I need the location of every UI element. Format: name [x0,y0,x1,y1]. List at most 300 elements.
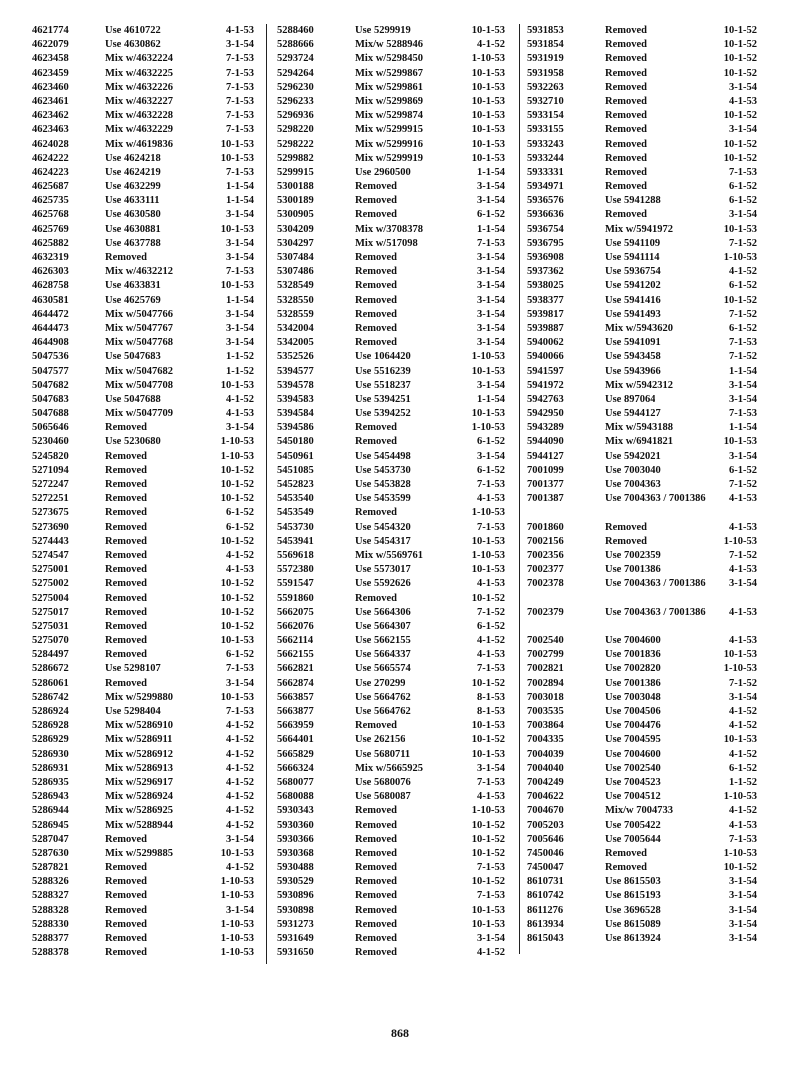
part-number: 5288666 [277,39,314,51]
disposition: Use 5298404 [105,706,161,717]
part-number: 5933331 [527,166,564,178]
effective-date: 10-1-53 [723,649,757,661]
part-number: 5272247 [32,479,69,490]
effective-date: 10-1-53 [471,110,505,122]
disposition: Use 4630862 [105,39,161,51]
effective-date: 7-1-53 [729,833,757,845]
table-row [527,478,757,492]
part-number: 5286930 [32,748,69,760]
disposition: Removed [105,535,147,547]
table-row [277,450,505,464]
effective-date: 4-1-52 [226,393,254,405]
effective-date: 1-10-53 [723,791,757,803]
part-number: 5296233 [277,95,314,107]
table-row [277,819,505,833]
disposition: Use 4624218 [105,152,161,164]
disposition: Use 8613924 [605,933,661,944]
effective-date: 3-1-54 [226,677,254,689]
part-number: 5680077 [277,776,314,788]
part-number: 5300189 [277,195,314,207]
table-row [277,67,505,81]
disposition: Removed [605,152,647,164]
part-number: 5943289 [527,422,564,434]
part-number: 5936908 [527,252,564,263]
effective-date: 10-1-53 [220,379,254,391]
table-row [277,634,505,648]
disposition: Use 5592626 [355,578,411,590]
table-row [277,577,505,591]
part-number: 5286943 [32,791,69,803]
disposition: Use 5664307 [355,620,411,632]
table-row [277,648,505,662]
part-number: 4623459 [32,67,69,79]
part-number: 5663857 [277,691,314,703]
table-row [527,265,757,279]
table-row [32,322,254,336]
part-number: 5394577 [277,365,314,377]
disposition: Removed [355,322,397,334]
table-row [527,251,757,265]
disposition: Use 8615089 [605,918,661,930]
effective-date: 4-1-52 [226,819,254,831]
effective-date: 4-1-52 [226,762,254,774]
table-row [32,819,254,833]
disposition: Removed [355,294,397,306]
disposition: Use 5664762 [355,706,411,717]
part-number: 5939887 [527,322,564,334]
part-number: 4644908 [32,337,69,349]
disposition: Removed [105,493,147,505]
part-number: 5328559 [277,308,314,320]
disposition: Mix/w 7004733 [605,805,673,817]
part-number: 5680088 [277,791,314,803]
table-row [277,52,505,66]
disposition: Removed [105,649,147,661]
table-row [32,109,254,123]
table-row [527,932,757,946]
part-number: 5300905 [277,209,314,221]
part-number: 7004040 [527,762,564,774]
table-row [277,180,505,194]
disposition: Removed [105,464,147,476]
table-row [32,152,254,166]
disposition: Use 4610722 [105,25,161,36]
table-row [527,606,757,620]
disposition: Use 5453730 [355,464,411,476]
effective-date: 10-1-53 [723,223,757,235]
table-row [277,918,505,932]
part-number: 7002379 [527,606,564,618]
effective-date: 1-10-53 [220,436,254,448]
table-row [527,634,757,648]
part-number: 5662075 [277,606,314,618]
effective-date: 4-1-52 [226,720,254,732]
table-row [32,620,254,634]
disposition: Mix w/5299885 [105,847,173,859]
effective-date: 10-1-53 [220,152,254,164]
part-number: 5662155 [277,649,314,661]
table-row [277,322,505,336]
table-row [32,435,254,449]
table-row [32,294,254,308]
effective-date: 10-1-53 [471,81,505,93]
part-number: 5286945 [32,819,69,831]
effective-date: 10-1-52 [220,592,254,604]
part-number: 5453549 [277,507,314,519]
table-row [32,677,254,691]
disposition: Use 7001386 [605,677,661,689]
part-number: 7003864 [527,720,564,732]
disposition: Use 5230680 [105,436,161,448]
effective-date: 10-1-53 [220,635,254,647]
disposition: Mix w/5047768 [105,337,173,349]
effective-date: 7-1-52 [729,549,757,561]
disposition: Removed [605,39,647,51]
effective-date: 3-1-54 [729,209,757,221]
effective-date: 7-1-53 [226,81,254,93]
part-number: 5937362 [527,266,564,278]
disposition: Removed [605,124,647,136]
effective-date: 1-10-53 [723,252,757,263]
part-number: 5930529 [277,876,314,888]
table-row [32,719,254,733]
table-row [277,365,505,379]
part-number: 7001387 [527,493,564,505]
disposition: Use 7004363 / 7001386 [605,578,706,590]
part-number: 5930368 [277,847,314,859]
disposition: Use 7004506 [605,706,661,717]
effective-date: 6-1-52 [729,322,757,334]
disposition: Mix w/5299861 [355,81,423,93]
table-row [32,38,254,52]
table-row [277,265,505,279]
disposition: Removed [105,862,147,874]
table-row [527,748,757,762]
part-number: 5931854 [527,39,564,51]
effective-date: 7-1-53 [729,166,757,178]
table-row [527,194,757,208]
table-row [277,691,505,705]
part-number: 4628758 [32,280,69,292]
disposition: Removed [605,53,647,65]
disposition: Mix w/5286925 [105,805,173,817]
effective-date: 7-1-53 [729,337,757,349]
part-number: 5296936 [277,110,314,122]
effective-date: 1-1-54 [477,223,505,235]
effective-date: 7-1-53 [226,53,254,65]
table-row [277,407,505,421]
table-row [527,464,757,478]
table-row [527,918,757,932]
table-row [277,421,505,435]
disposition: Mix w/5288944 [105,819,173,831]
table-row [527,904,757,918]
part-number: 7002156 [527,535,564,547]
table-row [527,123,757,137]
effective-date: 4-1-53 [729,521,757,533]
part-number: 5569618 [277,549,314,561]
effective-date: 3-1-54 [477,933,505,944]
table-row [527,691,757,705]
table-row [32,265,254,279]
effective-date: 6-1-52 [729,762,757,774]
table-row [527,180,757,194]
disposition: Use 897064 [605,393,656,405]
disposition: Use 5298107 [105,663,161,675]
disposition: Removed [355,890,397,902]
disposition: Use 5664337 [355,649,411,661]
part-number: 5298222 [277,138,314,150]
table-row [32,648,254,662]
effective-date: 7-1-52 [729,479,757,490]
part-number: 4623458 [32,53,69,65]
part-number: 5299882 [277,152,314,164]
effective-date: 10-1-53 [471,408,505,420]
part-number: 7003535 [527,706,564,717]
effective-date: 10-1-53 [471,904,505,916]
table-row [277,478,505,492]
disposition: Mix w/5298450 [355,53,423,65]
disposition: Use 7004600 [605,635,661,647]
table-row [32,662,254,676]
table-row [32,379,254,393]
effective-date: 6-1-52 [729,464,757,476]
disposition: Removed [105,890,147,902]
disposition: Removed [605,110,647,122]
disposition: Removed [105,450,147,462]
part-number: 5933155 [527,124,564,136]
effective-date: 3-1-54 [477,195,505,207]
effective-date: 10-1-52 [723,67,757,79]
table-row [527,662,757,676]
disposition: Removed [105,592,147,604]
effective-date: 6-1-52 [226,649,254,661]
effective-date: 7-1-53 [226,110,254,122]
effective-date: 1-10-53 [220,876,254,888]
effective-date: 4-1-52 [729,266,757,278]
effective-date: 4-1-53 [226,408,254,420]
disposition: Use 5664762 [355,691,411,703]
disposition: Removed [355,876,397,888]
table-row [32,180,254,194]
table-row [32,549,254,563]
column-divider [266,24,267,964]
table-row [277,336,505,350]
effective-date: 10-1-53 [220,847,254,859]
table-row [32,138,254,152]
effective-date: 4-1-52 [729,706,757,717]
disposition: Removed [355,918,397,930]
table-row [527,705,757,719]
table-row [527,379,757,393]
part-number: 4624222 [32,152,69,164]
part-number: 4632319 [32,252,69,263]
effective-date: 4-1-53 [226,564,254,576]
table-row [277,521,505,535]
disposition: Use 5664306 [355,606,411,618]
disposition: Use 270299 [355,677,406,689]
effective-date: 1-10-53 [471,422,505,434]
table-row [277,776,505,790]
effective-date: 7-1-53 [477,663,505,675]
table-row [527,67,757,81]
effective-date: 1-10-53 [220,918,254,930]
effective-date: 10-1-53 [471,95,505,107]
effective-date: 1-10-53 [220,890,254,902]
effective-date: 7-1-53 [477,237,505,249]
table-row [527,322,757,336]
effective-date: 7-1-53 [226,67,254,79]
disposition: Removed [605,67,647,79]
part-number: 7002540 [527,635,564,647]
effective-date: 10-1-52 [723,53,757,65]
part-number: 8610731 [527,876,564,888]
table-row [277,308,505,322]
disposition: Mix w/5569761 [355,549,423,561]
disposition: Use 5299919 [355,25,411,36]
part-number: 5453540 [277,493,314,505]
table-row [527,521,757,535]
table-row [277,748,505,762]
part-number: 5307486 [277,266,314,278]
part-number: 5273690 [32,521,69,533]
effective-date: 7-1-52 [729,351,757,363]
disposition: Use 5454320 [355,521,411,533]
effective-date: 4-1-52 [226,791,254,803]
table-row [527,592,757,606]
part-number: 5944090 [527,436,564,448]
disposition: Removed [355,833,397,845]
effective-date: 3-1-54 [477,252,505,263]
disposition: Use 5453599 [355,493,411,505]
table-row [32,464,254,478]
part-number: 5288328 [32,904,69,916]
part-number: 5394586 [277,422,314,434]
part-number: 4623460 [32,81,69,93]
effective-date: 4-1-53 [729,564,757,576]
disposition: Removed [605,209,647,221]
disposition: Mix w/4632212 [105,266,173,278]
table-row [277,81,505,95]
part-number: 5286061 [32,677,69,689]
effective-date: 4-1-53 [477,493,505,505]
effective-date: 1-10-53 [471,549,505,561]
effective-date: 3-1-54 [477,294,505,306]
table-row [277,705,505,719]
table-row [527,776,757,790]
table-row [277,606,505,620]
part-number: 5662821 [277,663,314,675]
disposition: Use 7004363 [605,479,661,490]
table-row [32,95,254,109]
part-number: 5931649 [277,933,314,944]
part-number: 4626303 [32,266,69,278]
disposition: Removed [105,549,147,561]
table-row [277,464,505,478]
table-row [32,336,254,350]
part-number: 5047683 [32,393,69,405]
table-row [277,208,505,222]
disposition: Removed [355,195,397,207]
effective-date: 10-1-53 [471,138,505,150]
part-number: 5931919 [527,53,564,65]
effective-date: 7-1-53 [226,706,254,717]
disposition: Mix w/5299874 [355,110,423,122]
disposition: Removed [105,635,147,647]
table-row [527,350,757,364]
disposition: Removed [105,507,147,519]
disposition: Use 7004600 [605,748,661,760]
effective-date: 3-1-54 [729,379,757,391]
part-number: 4622079 [32,39,69,51]
part-number: 4623462 [32,110,69,122]
table-row [32,393,254,407]
disposition: Use 5454498 [355,450,411,462]
part-number: 5275070 [32,635,69,647]
disposition: Use 5941416 [605,294,661,306]
disposition: Mix w/5665925 [355,762,423,774]
effective-date: 1-10-53 [471,507,505,519]
disposition: Removed [605,535,647,547]
disposition: Use 5941288 [605,195,661,207]
disposition: Use 4633111 [105,195,160,207]
effective-date: 7-1-53 [729,408,757,420]
table-row [527,421,757,435]
table-row [527,819,757,833]
disposition: Removed [605,521,647,533]
disposition: Use 5047683 [105,351,161,363]
disposition: Removed [355,862,397,874]
part-number: 5931650 [277,947,314,959]
table-row [277,95,505,109]
table-row [277,719,505,733]
part-number: 5662076 [277,620,314,632]
table-row [527,790,757,804]
table-row [32,634,254,648]
disposition: Mix w/5047708 [105,379,173,391]
part-number: 5932710 [527,95,564,107]
disposition: Use 7003048 [605,691,661,703]
table-row [527,620,757,634]
table-row [277,833,505,847]
disposition: Use 7005644 [605,833,661,845]
table-row [527,294,757,308]
table-row [527,152,757,166]
effective-date: 7-1-53 [226,266,254,278]
disposition: Use 5941493 [605,308,661,320]
disposition: Mix w/3708378 [355,223,423,235]
table-row [32,506,254,520]
table-row [32,776,254,790]
part-number: 5666324 [277,762,314,774]
table-row [277,109,505,123]
disposition: Removed [355,266,397,278]
table-row [32,833,254,847]
table-row [277,592,505,606]
effective-date: 10-1-53 [471,365,505,377]
table-row [527,52,757,66]
effective-date: 10-1-52 [220,578,254,590]
part-number: 5275031 [32,620,69,632]
disposition: Use 5453828 [355,479,411,490]
disposition: Mix w/5286910 [105,720,173,732]
part-number: 5288460 [277,25,314,36]
table-row [277,166,505,180]
disposition: Use 4630881 [105,223,161,235]
disposition: Use 5942021 [605,450,661,462]
part-number: 5286931 [32,762,69,774]
effective-date: 10-1-52 [220,606,254,618]
